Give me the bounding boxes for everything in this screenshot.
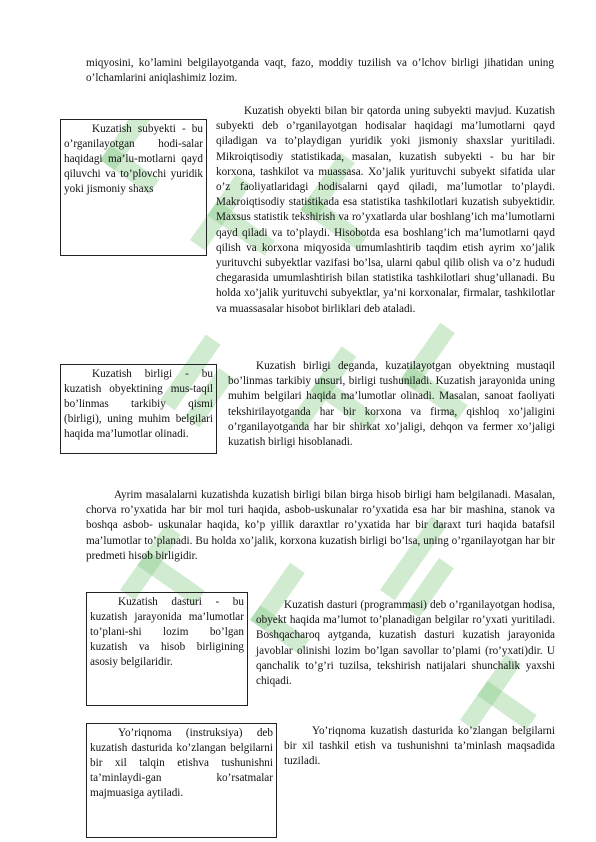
paragraph-unit: Kuzatish birligi deganda, kuzatilayotgan obyektning mustaqil bo’linmas tarkibiy unsuri, birligi tushuniladi. Kuzatish jarayonida uning muhim belgilari haqida ma’lumotlar olinadi. Masalan, sanoat faoliyati tekshirilayotganda har bir korxona va firma, qishloq xo’jaligini o’rganilayotganda har bir shirkat xo’jaligi, dehqon va fermer xo’jaligi kuzatish birligi hisoblanadi. [228, 360, 555, 449]
definition-subject-text: Kuzatish subyekti - bu o’rganilayotgan hodi-salar haqidagi ma’lu-motlarni qayd qiluvchi va to’plovchi yuridik yoki jismoniy shaxs [64, 123, 203, 196]
definition-instruction-text: Yo’riqnoma (instruksiya) deb kuzatish dasturida ko’zlangan belgilarni bir xil talqin etishva tushunishni ta’minlaydi-gan ko’rsatmalar majmuasiga aytiladi. [90, 727, 273, 800]
paragraph-program: Kuzatish dasturi (programmasi) deb o’rganilayotgan hodisa, obyekt haqida ma’lumot to’planadigan belgilar ro’yxati yuritiladi. Boshqacharoq aytganda, kuzatish dasturi kuzatish jarayonida javoblar olinishi lozim bo’lgan savollar to’plami (ro’yxati)dir. U qanchalik to’g’ri tuzilsa, tekshirish natijalari shunchalik yaxshi chiqadi. [256, 599, 555, 688]
sidebar-definition-subject [60, 119, 207, 256]
sidebar-definition-instruction [86, 723, 277, 838]
paragraph-accounting-unit: Ayrim masalalarni kuzatishda kuzatish birligi bilan birga hisob birligi ham belgilanadi. Masalan, chorva ro’yxatida har bir mol turi haqida, asbob-uskunalar ro’yxatida esa har bir mashina, stanok va boshqa asbob- uskunalar haqida, ko’p yillik daraxtlar ro’yxatida har bir daraxt turi haqida batafsil ma’lumotlar to’planadi. Bu holda xo’jalik, korxona kuzatish birligi bo’lsa, uning o’rganilayotgan har bir predmeti hisob birligidir. [86, 489, 555, 562]
paragraph-instruction: Yo’riqnoma kuzatish dasturida ko’zlangan belgilarni bir xil tashkil etish va tushunishni ta’minlash maqsadida tuziladi. [284, 725, 555, 768]
sidebar-definition-unit [60, 364, 217, 454]
sidebar-definition-program [86, 592, 248, 706]
paragraph-intro: miqyosini, ko’lamini belgilayotganda vaqt, fazo, moddiy tuzilish va o’lchov birligi jihatidan uning o’lchamlarini aniqlashimiz lozim. [86, 57, 554, 85]
definition-program-text: Kuzatish dasturi - bu kuzatish jarayonida ma’lumotlar to’plani-shi lozim bo’lgan kuzatish va hisob birligining asosiy belgilaridir. [90, 596, 244, 669]
definition-unit-text: Kuzatish birligi - bu kuzatish obyektining mus-taqil bo’linmas tarkibiy qismi (birligi), uning muhim belgilari haqida ma’lumotlar olinadi. [64, 368, 213, 441]
paragraph-subject: Kuzatish obyekti bilan bir qatorda uning subyekti mavjud. Kuzatish subyekti deb o’rganilayotgan hodisalar haqidagi ma’lumotlarni qayd qiladigan va to’playdigan yuridik yoki jismoniy shaxslar yuritiladi. Mikroiqtisodiy statistikada, masalan, kuzatish subyekti - bu har bir korxona, tashkilot va muassasa. Xo’jalik yurituvchi subyekt sifatida ular o’z faoliyatlaridagi hodisalarni qayd qiladi, ma’lumotlar to’playdi. Makroiqtisodiy statistikada esa statistika tashkilotlari kuzatish subyektidir. Maxsus statistik tekshirish va ro’yxatlarda ular boshlang’ich ma’lumotlarni qayd qiladi va to’playdi. Hisobotda esa boshlang’ich ma’lumotlarni qayd qilish va korxona miqyosida umumlashtirib taqdim etish ayrim xo’jalik yurituvchi subyektlar vazifasi bo’lsa, ularni qabul qilib olish va o’z hududi chegarasida umumlashtirish bilan statistika tashkilotlari shug’ullanadi. Bu holda xo’jalik yurituvchi subyektlar, ya’ni korxonalar, firmalar, tashkilotlar va muassasalar hisobot birliklari deb ataladi. [216, 105, 555, 315]
